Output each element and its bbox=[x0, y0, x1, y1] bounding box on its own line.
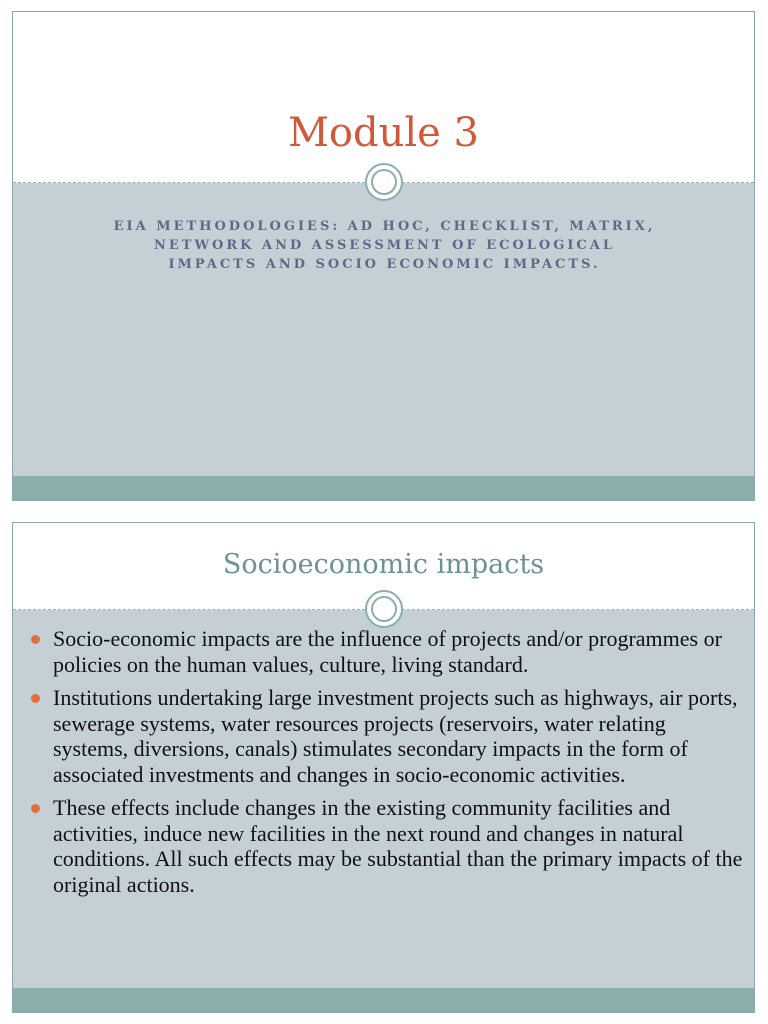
list-item bbox=[27, 795, 743, 897]
list-item bbox=[27, 685, 743, 787]
slide-2-title: Socioeconomic impacts bbox=[222, 549, 545, 580]
bullet-dot-icon bbox=[31, 635, 40, 644]
bullet-text: Socio-economic impacts are the influence of projects and/or programmes or policies on the human values, culture, living standard. bbox=[53, 626, 722, 677]
slide-1-title-area bbox=[13, 12, 754, 182]
bullet-text: These effects include changes in the existing community facilities and activities, induce new facilities in the next round and changes in natural conditions. All such effects may be substantial than the primary impacts of the original actions. bbox=[53, 795, 743, 897]
bullet-dot-icon bbox=[31, 694, 40, 703]
ring-ornament-icon bbox=[365, 163, 403, 201]
slide-1-subtitle: EIA METHODOLOGIES: AD HOC, CHECKLIST, MATRIX, NETWORK AND ASSESSMENT OF ECOLOGICAL IMPACTS AND SOCIO ECONOMIC IMPACTS. bbox=[113, 219, 656, 272]
slide-2-footer-bar bbox=[13, 988, 754, 1012]
slide-2 bbox=[12, 522, 755, 1013]
slide-1-title: Module 3 bbox=[287, 110, 480, 156]
list-item bbox=[27, 626, 743, 677]
ring-ornament-icon bbox=[365, 590, 403, 628]
bullet-list bbox=[27, 626, 743, 905]
slide-1-footer-bar bbox=[13, 476, 754, 500]
slide-1 bbox=[12, 11, 755, 501]
bullet-text: Institutions undertaking large investment projects such as highways, air ports, sewerage systems, water resources projects (reservoirs, water relating systems, diversions, canals) stimulates secondary impacts in the form of associated investments and changes in socio-economic activities. bbox=[53, 685, 738, 787]
bullet-dot-icon bbox=[31, 804, 40, 813]
